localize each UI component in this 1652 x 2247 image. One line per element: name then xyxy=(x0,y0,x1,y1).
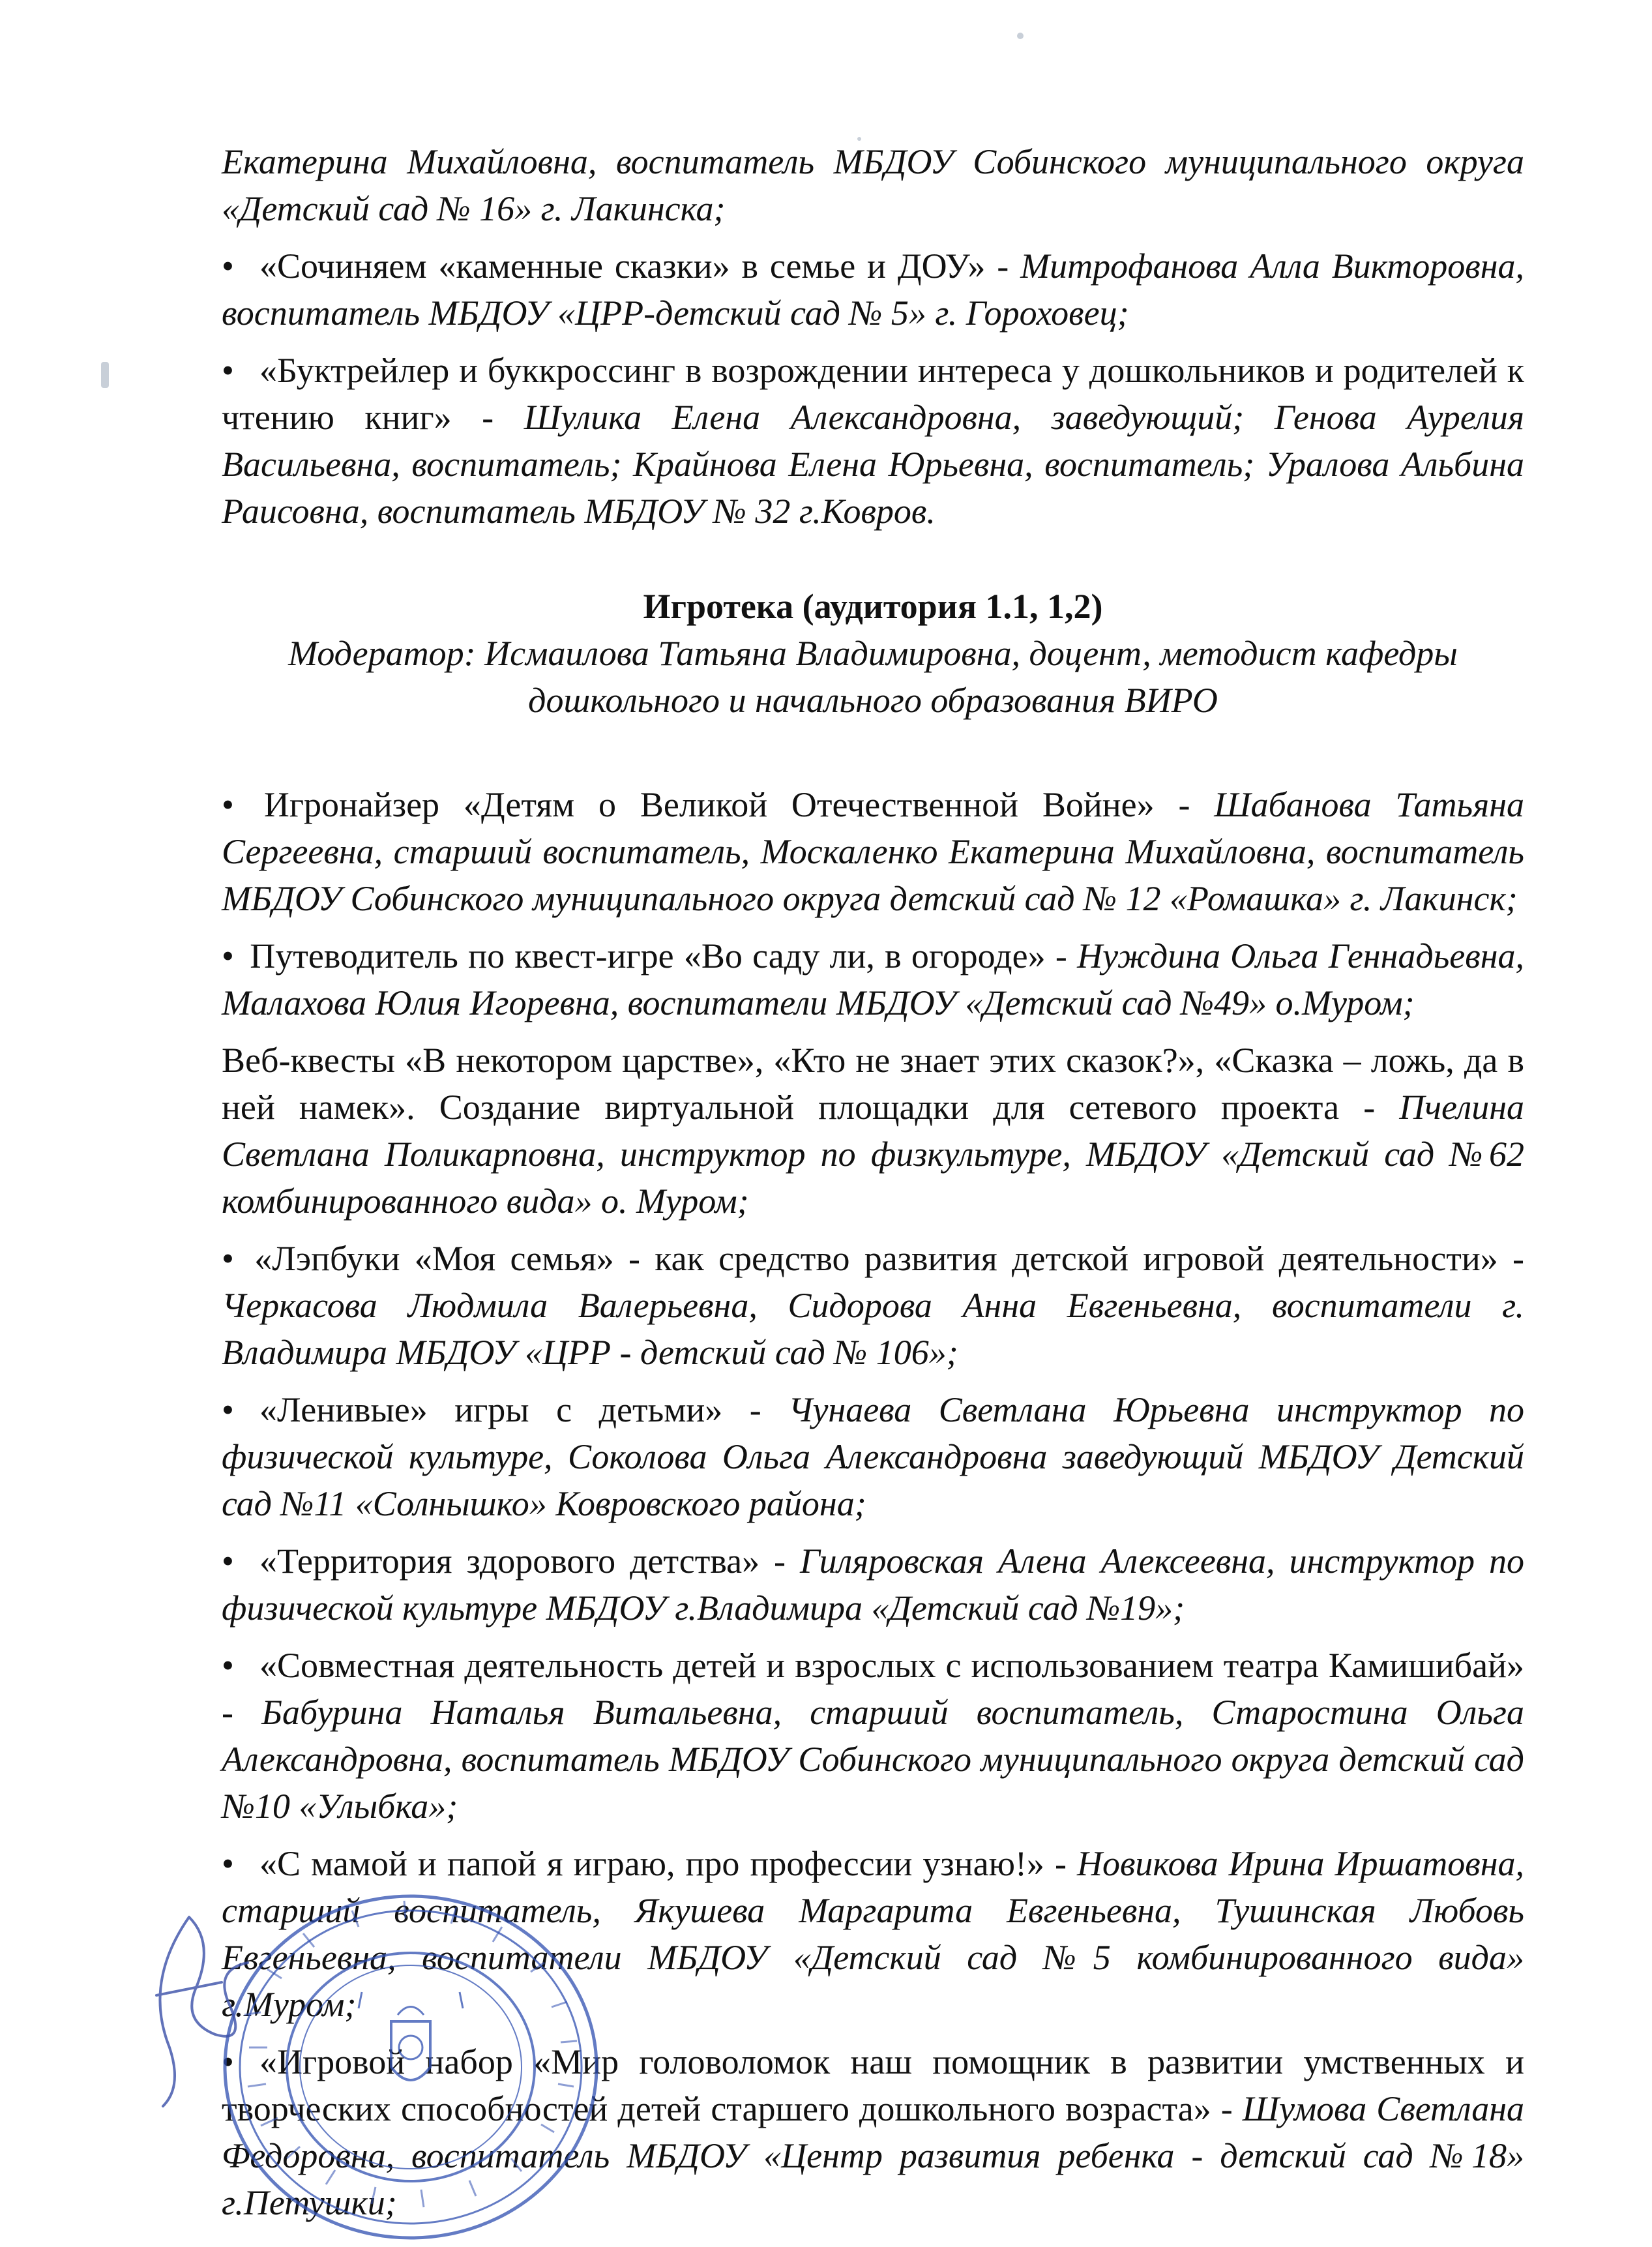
item-title: «С мамой и папой я играю, про профессии узнаю!» - xyxy=(259,1844,1077,1883)
item-title: Веб-квесты «В некотором царстве», «Кто не знает этих сказок?», «Сказка – ложь, да в ней намек». Создание виртуальной площадки для сетевого проекта - xyxy=(222,1041,1524,1127)
bullet-icon: • xyxy=(222,351,234,390)
bullet-icon: • xyxy=(222,1541,234,1581)
item-authors: Митрофанова Алла Викторовна, воспитатель МБДОУ «ЦРР-детский сад № 5» г. Гороховец; xyxy=(222,246,1524,333)
scan-speck xyxy=(101,362,109,388)
list-item xyxy=(222,1235,1524,1376)
bullet-icon: • xyxy=(222,785,234,824)
bullet-icon: • xyxy=(222,1239,234,1278)
item-authors: Пчелина Светлана Поликарповна, инструктор по физкультуре, МБДОУ «Детский сад №62 комбинированного вида» о. Муром; xyxy=(222,1088,1524,1221)
list-item xyxy=(222,243,1524,336)
item-authors: Чунаева Светлана Юрьевна инструктор по физической культуре, Соколова Ольга Александровна заведующий МБДОУ Детский сад №11 «Солнышко» Ковровского района; xyxy=(222,1390,1524,1523)
section-heading: Игротека (аудитория 1.1, 1,2) xyxy=(643,587,1103,626)
item-title: «Буктрейлер и буккроссинг в возрождении интереса у дошкольников и родителей к чтению книг» - xyxy=(222,351,1524,437)
list-item xyxy=(222,138,1524,232)
list-item xyxy=(222,1386,1524,1527)
list-item xyxy=(222,1642,1524,1830)
item-authors: Гиляровская Алена Алексеевна, инструктор по физической культуре МБДОУ г.Владимира «Детский сад №19»; xyxy=(222,1541,1524,1628)
scan-speck xyxy=(1017,33,1024,39)
item-authors: Новикова Ирина Иршатовна, старший воспитатель, Якушева Маргарита Евгеньевна, Тушинская Любовь Евгеньевна, воспитатели МБДОУ «Детский сад №5 комбинированного вида» г.Муром; xyxy=(222,1844,1524,2024)
item-authors: Шулика Елена Александровна, заведующий; Генова Аурелия Васильевна, воспитатель; Крайнова Елена Юрьевна, воспитатель; Уралова Альбина Раисовна, воспитатель МБДОУ № 32 г.Ковров. xyxy=(222,398,1524,531)
item-title: «Совместная деятельность детей и взрослых с использованием театра Камишибай» - xyxy=(222,1646,1524,1732)
item-authors: Черкасова Людмила Валерьевна, Сидорова Анна Евгеньевна, воспитатели г. Владимира МБДОУ «ЦРР - детский сад № 106»; xyxy=(222,1286,1524,1372)
item-authors: Екатерина Михайловна, воспитатель МБДОУ Собинского муниципального округа «Детский сад № 16» г. Лакинска; xyxy=(222,142,1524,228)
bullet-icon: • xyxy=(222,936,234,975)
item-title: «Игровой набор «Мир головоломок наш помощник в развитии умственных и творческих способностей детей старшего дошкольного возраста» - xyxy=(222,2042,1524,2128)
moderator-line: Модератор: Исмаилова Татьяна Владимировна, доцент, методист кафедры дошкольного и начального образования ВИРО xyxy=(288,634,1458,720)
bullet-icon: • xyxy=(222,2042,234,2081)
item-title: «Территория здорового детства» - xyxy=(259,1541,800,1581)
list-item xyxy=(222,781,1524,922)
item-title: Путеводитель по квест-игре «Во саду ли, в огороде» - xyxy=(250,936,1078,975)
item-title: «Ленивые» игры с детьми» - xyxy=(259,1390,789,1429)
list-item xyxy=(222,347,1524,535)
item-authors: Шумова Светлана Федоровна, воспитатель МБДОУ «Центр развития ребенка - детский сад №18» г.Петушки; xyxy=(222,2089,1525,2222)
bullet-icon: • xyxy=(222,1390,234,1429)
bullet-icon: • xyxy=(222,246,234,286)
item-authors: Шабанова Татьяна Сергеевна, старший воспитатель, Москаленко Екатерина Михайловна, воспитатель МБДОУ Собинского муниципального округа детский сад № 12 «Ромашка» г. Лакинск; xyxy=(222,785,1524,918)
item-title: «Лэпбуки «Моя семья» - как средство развития детской игровой деятельности» - xyxy=(254,1239,1525,1278)
list-item xyxy=(222,1037,1524,1225)
bullet-icon: • xyxy=(222,1646,234,1685)
scan-speck xyxy=(857,137,861,141)
item-authors: Бабурина Наталья Витальевна, старший воспитатель, Старостина Ольга Александровна, воспитатель МБДОУ Собинского муниципального округа детский сад №10 «Улыбка»; xyxy=(222,1693,1524,1826)
list-item xyxy=(222,932,1524,1026)
signature xyxy=(117,1904,274,2113)
item-title: «Сочиняем «каменные сказки» в семье и ДОУ» - xyxy=(259,246,1021,286)
item-authors: Нуждина Ольга Геннадьевна, Малахова Юлия Игоревна, воспитатели МБДОУ «Детский сад №49» о.Муром; xyxy=(222,936,1524,1022)
bullet-icon: • xyxy=(222,1844,234,1883)
item-title: Игронайзер «Детям о Великой Отечественной Войне» - xyxy=(263,785,1215,824)
list-item xyxy=(222,1538,1524,1631)
